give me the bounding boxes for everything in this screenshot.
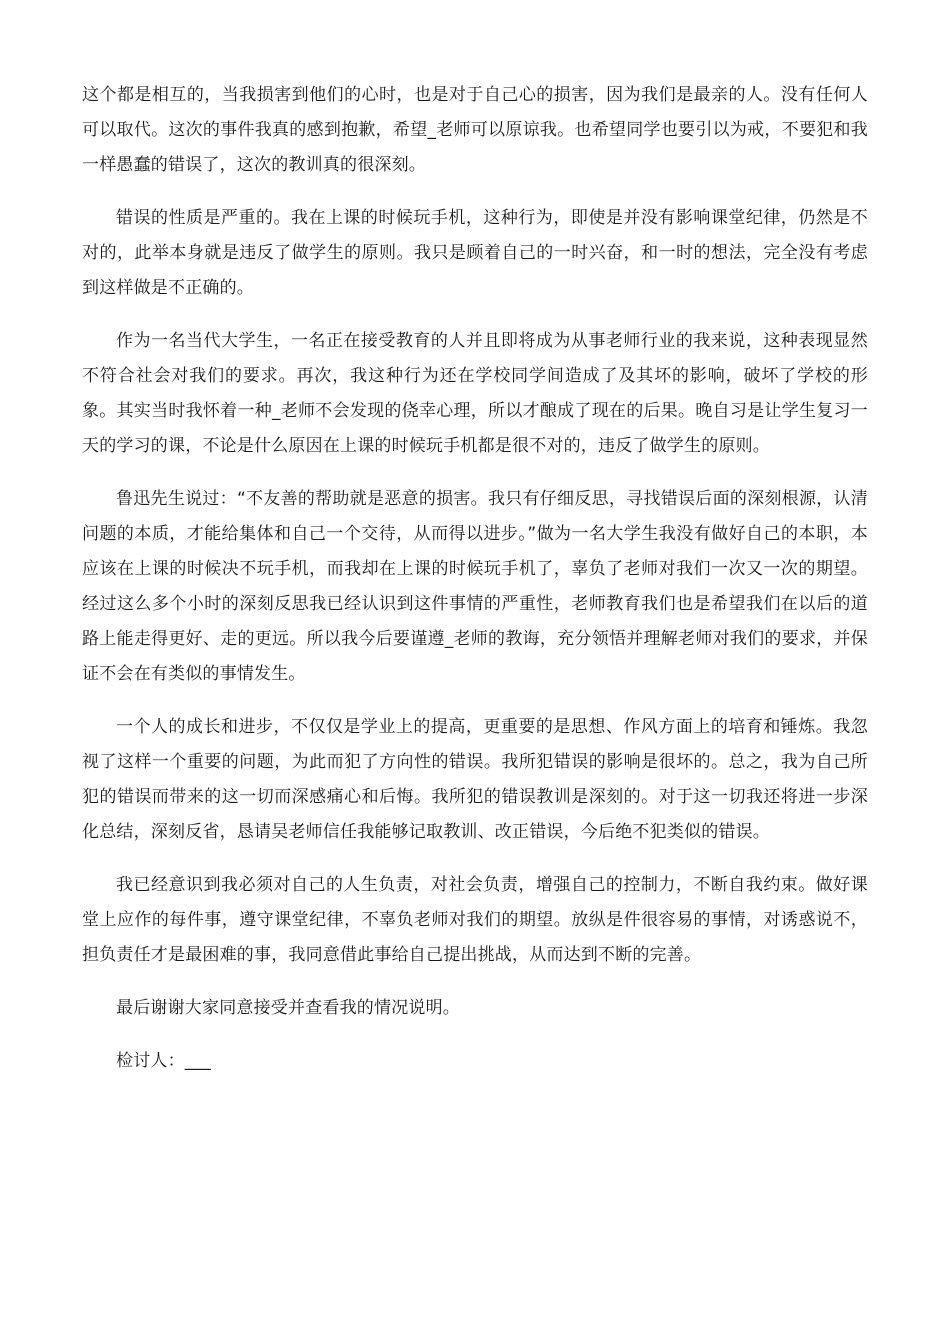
paragraph-2: 错误的性质是严重的。我在上课的时候玩手机，这种行为，即使是并没有影响课堂纪律，仍然是不对的，此举本身就是违反了做学生的原则。我只是顾着自己的一时兴奋，和一时的想法，完全没有考虑到这样做是不正确的。 — [82, 208, 868, 298]
paragraph-4: 鲁迅先生说过：“不友善的帮助就是恶意的损害。我只有仔细反思，寻找错误后面的深刻根源，认清问题的本质，才能给集体和自己一个交待，从而得以进步。”做为一名大学生我没有做好自己的本职，本应该在上课的时候决不玩手机，而我却在上课的时候玩手机了，辜负了老师对我们一次又一次的期望。经过这么多个小时的深刻反思我已经认识到这件事情的严重性，老师教育我们也是希望我们在以后的道路上能走得更好、走的更远。所以我今后要谨遵_老师的教诲，充分领悟并理解老师对我们的要求，并保证不会在有类似的事情发生。 — [82, 489, 868, 684]
document-body — [82, 78, 868, 1097]
paragraph-6: 我已经意识到我必须对自己的人生负责，对社会负责，增强自己的控制力，不断自我约束。做好课堂上应作的每件事，遵守课堂纪律，不辜负老师对我们的期望。放纵是件很容易的事情，对诱惑说不，担负责任才是最困难的事，我同意借此事给自己提出挑战，从而达到不断的完善。 — [82, 875, 868, 965]
paragraph-1: 这个都是相互的，当我损害到他们的心时，也是对于自己心的损害，因为我们是最亲的人。没有任何人可以取代。这次的事件我真的感到抱歉，希望_老师可以原谅我。也希望同学也要引以为戒，不要犯和我一样愚蠢的错误了，这次的教训真的很深刻。 — [82, 85, 868, 175]
signature-line: 检讨人：___ — [116, 1051, 211, 1071]
paragraph-3: 作为一名当代大学生，一名正在接受教育的人并且即将成为从事老师行业的我来说，这种表现显然不符合社会对我们的要求。再次，我这种行为还在学校同学间造成了及其坏的影响，破坏了学校的形象。其实当时我怀着一种_老师不会发现的侥幸心理，所以才酿成了现在的后果。晚自习是让学生复习一天的学习的课，不论是什么原因在上课的时候玩手机都是很不对的，违反了做学生的原则。 — [82, 331, 868, 456]
paragraph-5: 一个人的成长和进步，不仅仅是学业上的提高，更重要的是思想、作风方面上的培育和锤炼。我忽视了这样一个重要的问题，为此而犯了方向性的错误。我所犯错误的影响是很坏的。总之，我为自己所犯的错误而带来的这一切而深感痛心和后悔。我所犯的错误教训是深刻的。对于这一切我还将进一步深化总结，深刻反省，恳请吴老师信任我能够记取教训、改正错误，今后绝不犯类似的错误。 — [82, 717, 868, 842]
closing-line: 最后谢谢大家同意接受并查看我的情况说明。 — [116, 998, 460, 1018]
